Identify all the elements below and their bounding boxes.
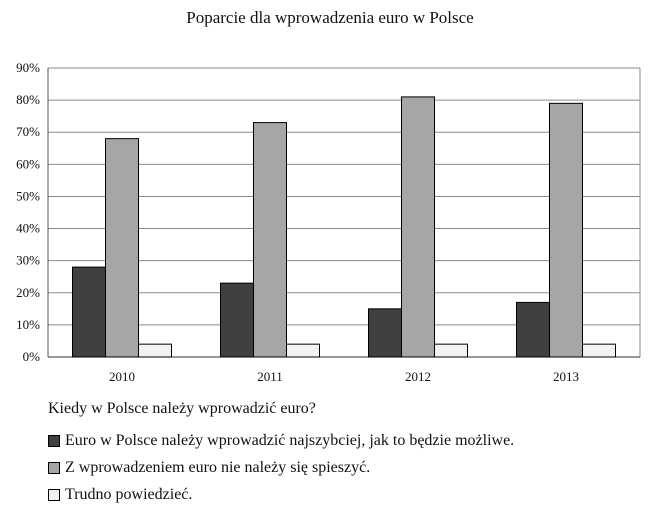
legend-swatch-fast	[48, 435, 60, 447]
legend-item-fast	[48, 430, 514, 452]
bar	[517, 302, 550, 357]
bar	[254, 123, 287, 357]
y-tick-label: 10%	[16, 316, 40, 332]
bar	[369, 309, 402, 357]
legend-label-fast: Euro w Polsce należy wprowadzić najszybciej, jak to będzie możliwe.	[65, 432, 515, 449]
y-tick-label: 70%	[16, 124, 40, 140]
bar	[106, 139, 139, 357]
bar	[583, 344, 616, 357]
y-tick-label: 30%	[16, 252, 40, 268]
bar	[73, 267, 106, 357]
y-tick-label: 50%	[16, 188, 40, 204]
y-tick-label: 90%	[16, 60, 40, 75]
bar	[402, 97, 435, 357]
y-tick-label: 20%	[16, 284, 40, 300]
legend-swatch-slow	[48, 462, 60, 474]
bar	[139, 344, 172, 357]
x-tick-label: 2011	[257, 369, 283, 384]
legend-label-slow: Z wprowadzeniem euro nie należy się spieszyć.	[65, 459, 371, 476]
chart-title: Poparcie dla wprowadzenia euro w Polsce	[186, 8, 474, 27]
bar	[550, 103, 583, 357]
y-tick-label: 40%	[16, 220, 40, 236]
x-tick-label: 2012	[405, 369, 431, 384]
bar	[221, 283, 254, 357]
y-tick-label: 0%	[22, 349, 40, 364]
legend	[48, 400, 514, 511]
x-tick-label: 2013	[553, 369, 579, 384]
legend-title: Kiedy w Polsce należy wprowadzić euro?	[48, 400, 316, 417]
legend-item-slow	[48, 457, 514, 479]
bar	[287, 344, 320, 357]
legend-swatch-unsure	[48, 489, 60, 501]
x-tick-label: 2010	[109, 369, 135, 384]
y-tick-label: 60%	[16, 156, 40, 172]
bar	[435, 344, 468, 357]
legend-item-unsure	[48, 484, 514, 506]
legend-label-unsure: Trudno powiedzieć.	[65, 486, 193, 503]
y-tick-label: 80%	[16, 92, 40, 108]
